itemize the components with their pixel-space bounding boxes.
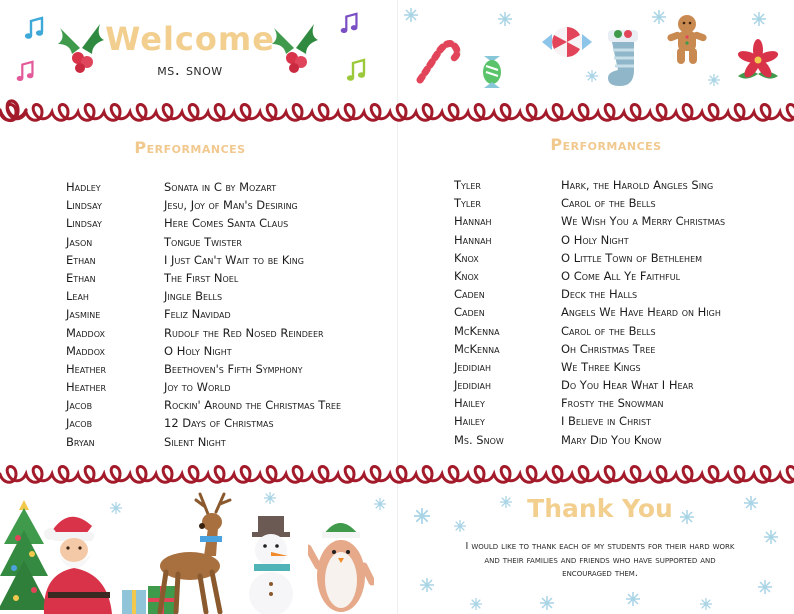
snowflake-icon bbox=[454, 520, 466, 532]
snowflake-icon bbox=[498, 12, 512, 26]
penguin-icon bbox=[308, 512, 374, 614]
holly-icon bbox=[56, 18, 106, 74]
performer-name: Heather bbox=[66, 361, 107, 376]
performance-row bbox=[66, 251, 341, 269]
piece-title: Tongue Twister bbox=[164, 234, 242, 249]
thank-you-title: Thank You bbox=[527, 494, 673, 523]
music-note-icon bbox=[14, 60, 38, 84]
piece-title: Silent Night bbox=[164, 434, 226, 449]
snowman-icon bbox=[234, 508, 308, 614]
snowflake-icon bbox=[540, 596, 554, 610]
reindeer-icon bbox=[150, 492, 246, 614]
piece-title: Rockin' Around the Christmas Tree bbox=[164, 398, 341, 413]
performer-name: Heather bbox=[66, 380, 107, 395]
performance-row bbox=[454, 249, 725, 267]
performance-list-right bbox=[454, 176, 725, 449]
performance-row bbox=[66, 233, 341, 251]
piece-title: We Three Kings bbox=[561, 359, 641, 374]
piece-title: We Wish You a Merry Christmas bbox=[561, 214, 726, 229]
performance-row bbox=[66, 178, 341, 196]
piece-title: Jesu, Joy of Man's Desiring bbox=[164, 198, 298, 213]
performance-row bbox=[66, 269, 341, 287]
performer-name: Hannah bbox=[454, 214, 492, 229]
snowflake-icon bbox=[404, 8, 418, 22]
performer-name: Jason bbox=[66, 234, 93, 249]
ribbon-border-top bbox=[0, 90, 794, 124]
performer-name: Knox bbox=[454, 250, 479, 265]
performance-row bbox=[454, 340, 725, 358]
thank-you-message: I would like to thank each of my students for their hard work and their families and friends who have supported and encouraged them. bbox=[465, 541, 735, 579]
piece-title: Here Comes Santa Claus bbox=[164, 216, 289, 231]
performer-name: Ethan bbox=[66, 252, 96, 267]
performance-row bbox=[454, 285, 725, 303]
snowflake-icon bbox=[652, 10, 666, 24]
performer-name: Jedidiah bbox=[454, 359, 491, 374]
piece-title: Deck the Halls bbox=[561, 287, 638, 302]
snowflake-icon bbox=[500, 496, 512, 508]
performance-row bbox=[454, 322, 725, 340]
performer-name: Jacob bbox=[66, 398, 93, 413]
performance-row bbox=[454, 431, 725, 449]
performer-name: Jacob bbox=[66, 416, 93, 431]
music-note-icon bbox=[22, 16, 48, 42]
piece-title: Angels We Have Heard on High bbox=[561, 305, 721, 320]
performer-name: Bryan bbox=[66, 434, 95, 449]
performer-name: Lindsay bbox=[66, 198, 102, 213]
performance-row bbox=[66, 433, 341, 451]
performer-name: Tyler bbox=[454, 196, 481, 211]
gingerbread-man-icon bbox=[662, 12, 712, 68]
snowflake-icon bbox=[758, 580, 772, 594]
performance-row bbox=[454, 358, 725, 376]
peppermint-candy-icon bbox=[538, 18, 596, 66]
snowflake-icon bbox=[264, 492, 276, 504]
piece-title: Carol of the Bells bbox=[561, 196, 656, 211]
stocking-icon bbox=[602, 26, 648, 92]
music-note-icon bbox=[338, 12, 362, 36]
performance-row bbox=[66, 396, 341, 414]
holly-icon bbox=[270, 18, 320, 74]
wrapped-candy-icon bbox=[474, 52, 510, 92]
performer-name: Hadley bbox=[66, 180, 101, 194]
performer-name: Ms. Snow bbox=[454, 432, 504, 447]
performer-name: Leah bbox=[66, 289, 89, 304]
performance-row bbox=[454, 267, 725, 285]
performer-name: Knox bbox=[454, 268, 479, 283]
performer-name: Caden bbox=[454, 287, 485, 302]
snowflake-icon bbox=[680, 510, 694, 524]
piece-title: Jingle Bells bbox=[164, 289, 223, 304]
ribbon-border-bottom bbox=[0, 454, 794, 488]
piece-title: Hark, the Harold Angles Sing bbox=[561, 178, 714, 192]
performer-name: Tyler bbox=[454, 178, 481, 192]
performer-name: Caden bbox=[454, 305, 485, 320]
performer-name: Hailey bbox=[454, 414, 485, 429]
performer-name: Ethan bbox=[66, 270, 96, 285]
piece-title: O Holy Night bbox=[561, 232, 629, 247]
performance-row bbox=[454, 394, 725, 412]
candy-cane-icon bbox=[410, 34, 462, 84]
piece-title: O Little Town of Bethlehem bbox=[561, 250, 703, 265]
piece-title: O Holy Night bbox=[164, 343, 232, 358]
performance-row bbox=[66, 196, 341, 214]
piece-title: Carol of the Bells bbox=[561, 323, 656, 338]
performance-row bbox=[454, 303, 725, 321]
performer-name: Jasmine bbox=[66, 307, 101, 322]
piece-title: Feliz Navidad bbox=[164, 307, 231, 322]
welcome-title: Welcome bbox=[105, 20, 275, 58]
piece-title: Rudolf the Red Nosed Reindeer bbox=[164, 325, 324, 340]
piece-title: I Believe in Christ bbox=[561, 414, 651, 429]
piece-title: I Just Can't Wait to be King bbox=[164, 252, 304, 267]
performance-row bbox=[66, 360, 341, 378]
snowflake-icon bbox=[752, 12, 766, 26]
snowflake-icon bbox=[586, 70, 598, 82]
performer-name: Maddox bbox=[66, 325, 105, 340]
performance-row bbox=[66, 305, 341, 323]
performance-row bbox=[66, 324, 341, 342]
performance-row bbox=[66, 342, 341, 360]
performer-name: Hannah bbox=[454, 232, 492, 247]
snowflake-icon bbox=[744, 496, 758, 510]
performer-name: Lindsay bbox=[66, 216, 102, 231]
snowflake-icon bbox=[708, 74, 720, 86]
performance-row bbox=[454, 376, 725, 394]
snowflake-icon bbox=[374, 498, 386, 510]
host-name: ms. snow bbox=[157, 60, 223, 79]
performance-row bbox=[66, 214, 341, 232]
performance-row bbox=[66, 287, 341, 305]
performance-list-left bbox=[66, 178, 341, 451]
performances-title-left: Performances bbox=[134, 138, 246, 157]
performance-row bbox=[454, 231, 725, 249]
snowflake-icon bbox=[414, 508, 430, 524]
piece-title: Joy to World bbox=[164, 380, 231, 395]
snowflake-icon bbox=[470, 598, 482, 610]
performance-row bbox=[454, 194, 725, 212]
performer-name: McKenna bbox=[454, 323, 500, 338]
piece-title: Oh Christmas Tree bbox=[561, 341, 656, 356]
piece-title: Mary Did You Know bbox=[561, 432, 662, 447]
piece-title: Sonata in C by Mozart bbox=[164, 180, 277, 194]
performer-name: Maddox bbox=[66, 343, 105, 358]
performer-name: Jedidiah bbox=[454, 378, 491, 393]
piece-title: 12 Days of Christmas bbox=[164, 416, 274, 431]
performer-name: McKenna bbox=[454, 341, 500, 356]
performance-row bbox=[66, 414, 341, 432]
piece-title: Beethoven's Fifth Symphony bbox=[164, 361, 303, 376]
performance-row bbox=[454, 412, 725, 430]
snowflake-icon bbox=[764, 530, 778, 544]
performance-row bbox=[66, 378, 341, 396]
santa-icon bbox=[38, 504, 118, 614]
piece-title: O Come All Ye Faithful bbox=[561, 268, 681, 283]
snowflake-icon bbox=[626, 592, 640, 606]
poinsettia-icon bbox=[732, 38, 784, 84]
performance-row bbox=[454, 176, 725, 194]
performer-name: Hailey bbox=[454, 396, 485, 411]
piece-title: Do You Hear What I Hear bbox=[561, 378, 694, 393]
snowflake-icon bbox=[700, 598, 712, 610]
performances-title-right: Performances bbox=[550, 135, 662, 154]
piece-title: Frosty the Snowman bbox=[561, 396, 664, 411]
performance-row bbox=[454, 212, 725, 230]
music-note-icon bbox=[344, 58, 370, 84]
snowflake-icon bbox=[420, 578, 434, 592]
piece-title: The First Noel bbox=[164, 270, 239, 285]
snowflake-icon bbox=[110, 502, 122, 514]
